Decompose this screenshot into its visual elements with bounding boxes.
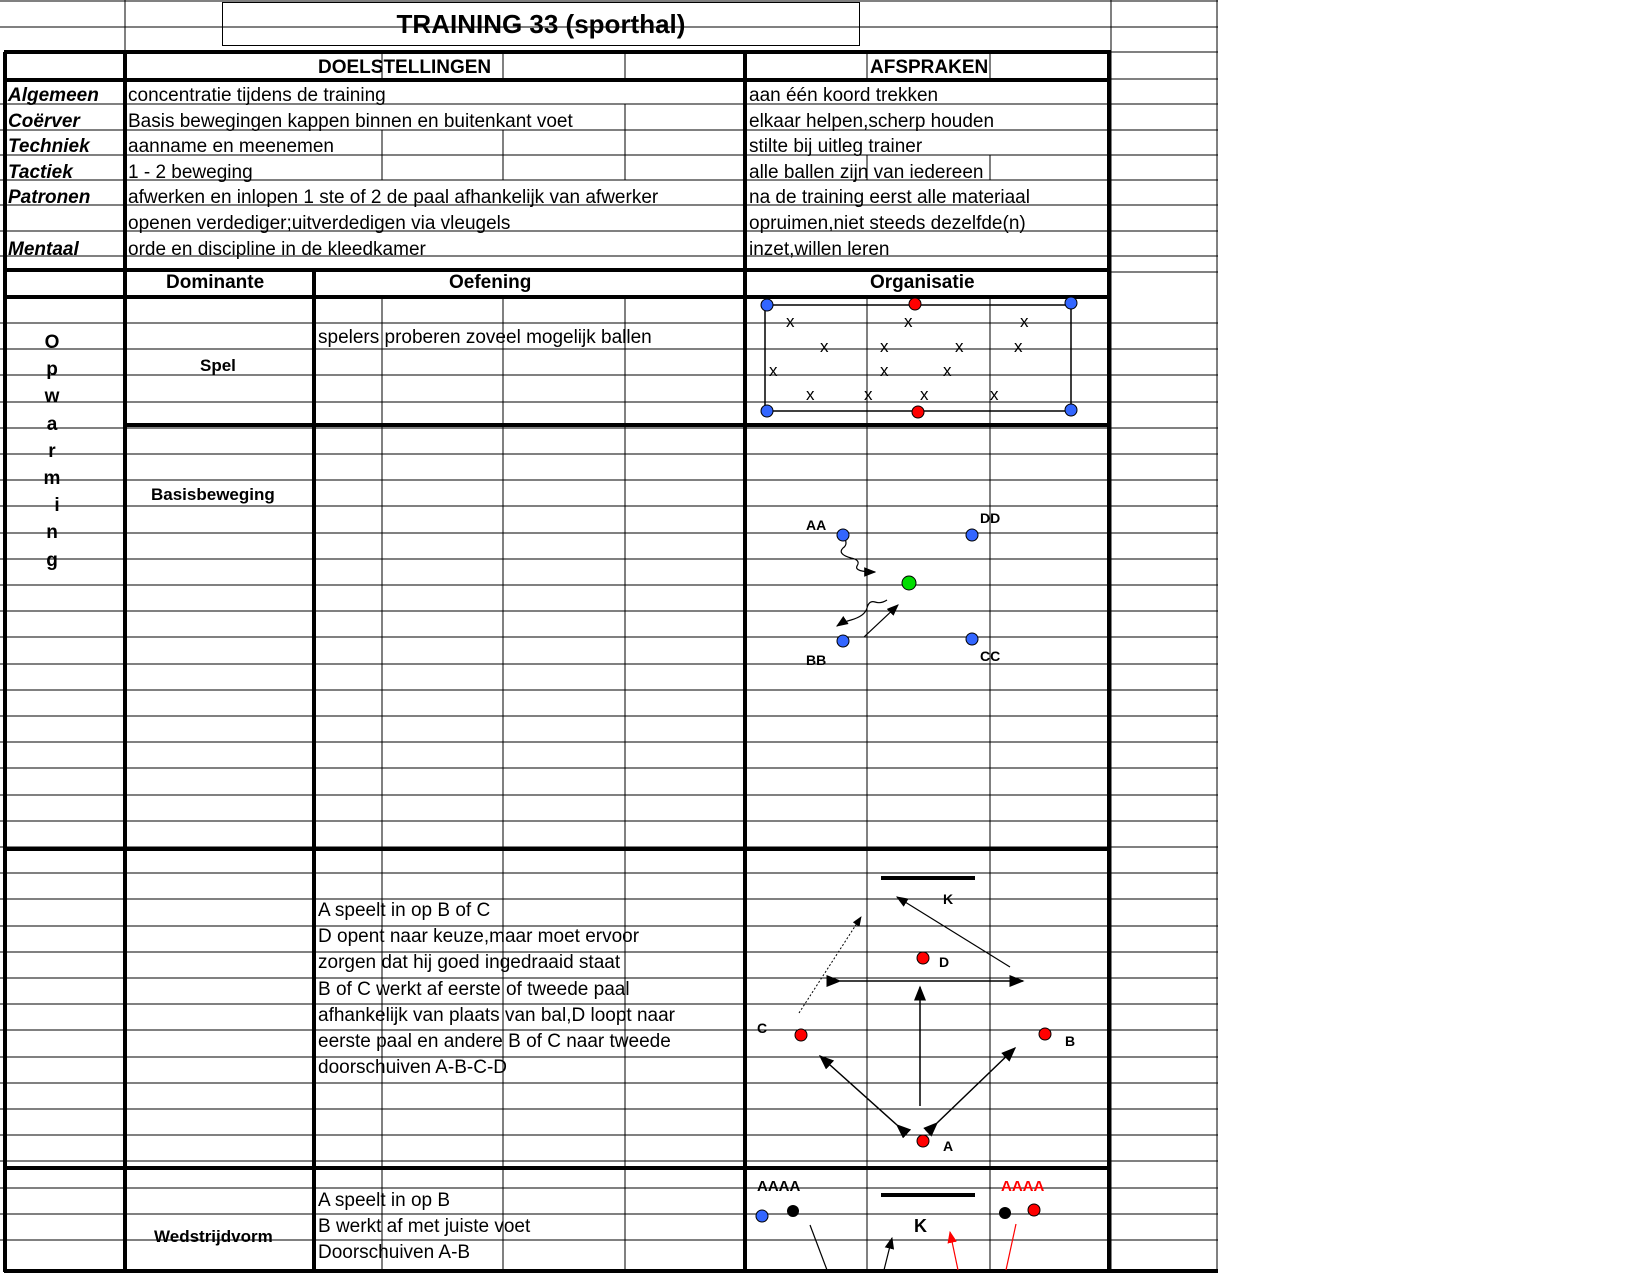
wedstrijd-ball-left <box>787 1205 799 1217</box>
patroon-shot-arrow <box>897 897 1010 967</box>
header-afspraken: AFSPRAKEN <box>870 57 989 78</box>
spel-player-marker: x <box>880 337 889 356</box>
spel-cone <box>912 406 924 418</box>
goal-row-label: Algemeen <box>8 85 99 106</box>
oefening-patroon-line: zorgen dat hij goed ingedraaid staat <box>318 952 621 974</box>
goal-row-afspraak: stilte bij uitleg trainer <box>749 136 923 158</box>
goal-row-afspraak: elkaar helpen,scherp houden <box>749 110 995 132</box>
basis-player-aa <box>837 529 849 541</box>
goal-row-doel: openen verdediger;uitverdedigen via vleugels <box>128 213 511 234</box>
patroon-a-b-arrow <box>937 1048 1015 1123</box>
spel-player-marker: x <box>806 385 815 404</box>
page-title: TRAINING 33 (sporthal) <box>222 2 860 46</box>
patroon-player-c <box>795 1029 807 1041</box>
spel-player-marker: x <box>920 385 929 404</box>
oefening-patroon-line: doorschuiven A-B-C-D <box>318 1057 508 1079</box>
spel-player-marker: x <box>769 361 778 380</box>
opwarming-letter: p <box>46 359 58 381</box>
basis-label-dd: DD <box>980 510 1001 526</box>
patroon-player-d <box>917 952 929 964</box>
patroon-label-d: D <box>939 954 950 970</box>
wedstrijd-label-k: K <box>914 1216 927 1236</box>
basis-player-dd <box>966 529 978 541</box>
basis-player-bb <box>837 635 849 647</box>
goal-row-label: Coërver <box>8 110 80 132</box>
opwarming-letter: r <box>48 440 56 462</box>
goal-row-afspraak: na de training eerst alle materiaal <box>749 187 1030 209</box>
spel-cone <box>761 405 773 417</box>
opwarming-letter: n <box>46 522 58 544</box>
spel-cone <box>909 298 921 310</box>
header-dominante: Dominante <box>166 272 265 293</box>
basis-label-cc: CC <box>980 648 1001 664</box>
spel-cone <box>761 299 773 311</box>
basis-ball <box>902 576 916 590</box>
opwarming-letter: i <box>54 495 60 517</box>
basis-dribble-arrow <box>841 536 875 572</box>
spel-player-marker: x <box>990 385 999 404</box>
spel-player-marker: x <box>904 312 913 331</box>
oefening-patroon-line: B of C werkt af eerste of tweede paal <box>318 978 630 1000</box>
wedstrijd-line-red <box>1006 1224 1016 1270</box>
spel-player-marker: x <box>880 361 889 380</box>
oefening-patroon-line: D opent naar keuze,maar moet ervoor <box>318 926 640 948</box>
goal-row-doel: 1 - 2 beweging <box>128 161 253 183</box>
patroon-player-a <box>917 1135 929 1147</box>
dominante-wedstrijdvorm: Wedstrijdvorm <box>154 1227 273 1246</box>
spel-player-marker: x <box>1020 312 1029 331</box>
oefening-wedstrijd-line: B werkt af met juiste voet <box>318 1216 531 1237</box>
spel-player-marker: x <box>1014 337 1023 356</box>
wedstrijd-ball-right <box>999 1207 1011 1219</box>
goal-row-label: Mentaal <box>8 238 79 260</box>
basis-label-aa: AA <box>806 517 827 533</box>
patroon-label-b: B <box>1065 1033 1076 1049</box>
basis-player-cc <box>966 633 978 645</box>
oefening-wedstrijd-line: A speelt in op B <box>318 1190 451 1211</box>
goal-row-label: Tactiek <box>8 161 73 183</box>
dominante-spel: Spel <box>200 356 236 375</box>
spel-player-marker: x <box>864 385 873 404</box>
patroon-label-a: A <box>943 1138 954 1154</box>
goal-row-afspraak: aan één koord trekken <box>749 85 939 106</box>
goal-row-label: Techniek <box>8 136 90 158</box>
basis-pass-arrow <box>864 605 898 637</box>
goal-row-doel: Basis bewegingen kappen binnen en buitenkant voet <box>128 110 573 132</box>
patroon-dotted-arrow <box>799 917 861 1013</box>
spel-player-marker: x <box>955 337 964 356</box>
wedstrijd-player-blue <box>756 1210 768 1222</box>
goal-row-afspraak: opruimen,niet steeds dezelfde(n) <box>749 213 1026 234</box>
opwarming-letter: g <box>46 549 58 571</box>
goal-row-doel: afwerken en inlopen 1 ste of 2 de paal afhankelijk van afwerker <box>128 187 659 209</box>
opwarming-letter: a <box>46 413 58 435</box>
opwarming-letter: O <box>44 332 60 353</box>
dominante-basisbeweging: Basisbeweging <box>151 485 275 504</box>
goal-row-doel: aanname en meenemen <box>128 136 334 158</box>
spel-cone <box>1065 404 1077 416</box>
patroon-player-b <box>1039 1028 1051 1040</box>
header-oefening: Oefening <box>449 272 532 293</box>
wedstrijd-label-aaaa-right: AAAA <box>1001 1178 1045 1195</box>
goal-row-label: Patronen <box>8 187 91 209</box>
spel-player-marker: x <box>786 312 795 331</box>
oefening-wedstrijd-line: Doorschuiven A-B <box>318 1242 471 1263</box>
patroon-a-c-arrow <box>820 1056 897 1125</box>
wedstrijd-player-red <box>1028 1204 1040 1216</box>
goal-row-afspraak: inzet,willen leren <box>749 238 890 260</box>
wedstrijd-arrow-red <box>950 1232 958 1270</box>
basis-label-bb: BB <box>806 652 827 668</box>
oefening-patroon-line: eerste paal en andere B of C naar tweede <box>318 1031 671 1052</box>
opwarming-letter: m <box>43 468 61 489</box>
wedstrijd-line-left <box>810 1225 827 1270</box>
wedstrijd-arrow-black <box>884 1238 892 1270</box>
header-organisatie: Organisatie <box>870 272 975 293</box>
goal-row-afspraak: alle ballen zijn van iedereen <box>749 161 984 183</box>
oefening-patroon-line: afhankelijk van plaats van bal,D loopt naar <box>318 1004 676 1026</box>
wedstrijd-label-aaaa-left: AAAA <box>757 1178 801 1195</box>
header-doelstellingen: DOELSTELLINGEN <box>318 57 492 78</box>
goal-row-doel: orde en discipline in de kleedkamer <box>128 238 426 260</box>
patroon-label-k: K <box>943 891 954 907</box>
spel-player-marker: x <box>943 361 952 380</box>
spel-cone <box>1065 297 1077 309</box>
oefening-spel-line: spelers proberen zoveel mogelijk ballen <box>318 327 652 348</box>
spel-player-marker: x <box>820 337 829 356</box>
goal-row-doel: concentratie tijdens de training <box>128 85 386 106</box>
opwarming-letter: w <box>44 386 60 408</box>
patroon-label-c: C <box>757 1020 768 1036</box>
oefening-patroon-line: A speelt in op B of C <box>318 900 491 921</box>
